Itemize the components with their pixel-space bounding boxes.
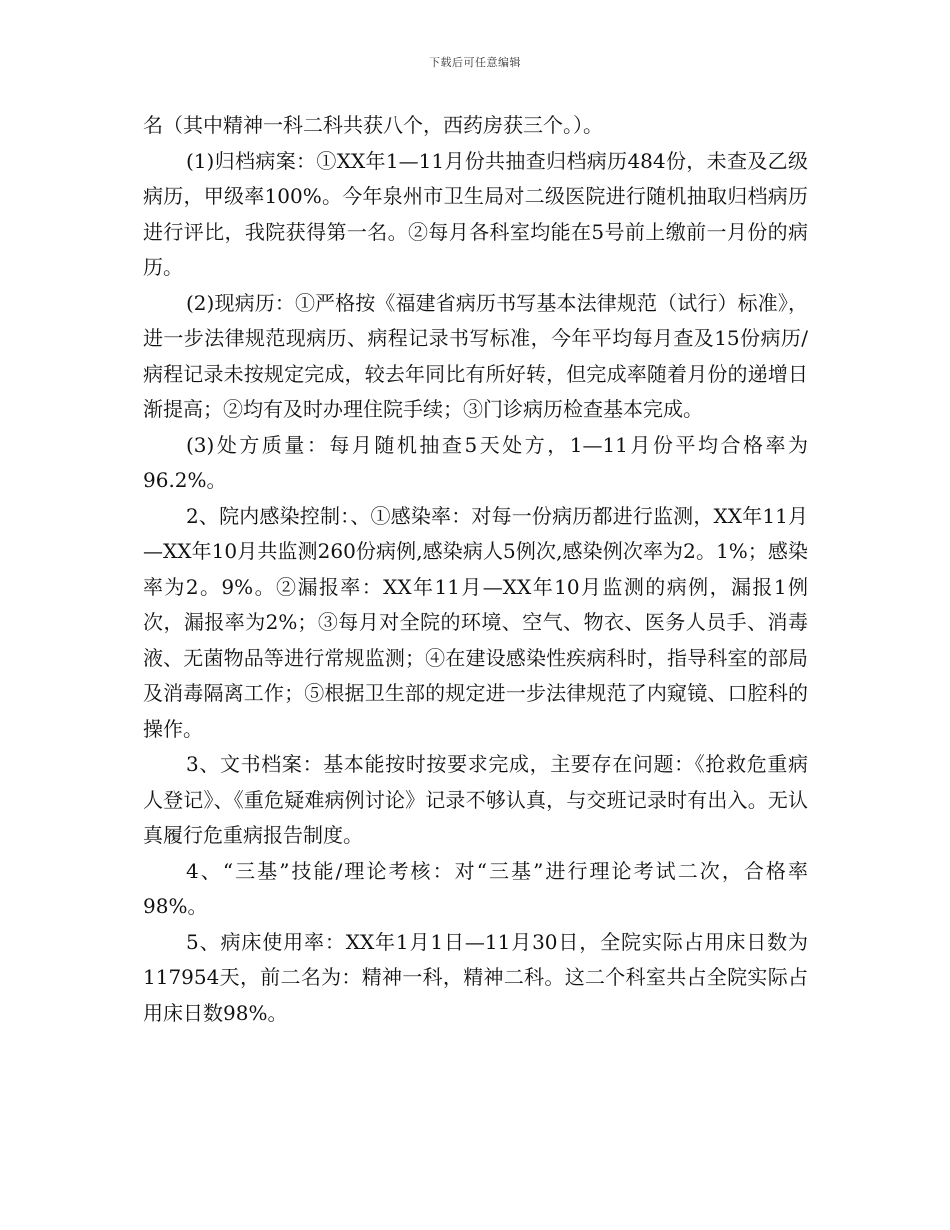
- paragraph-infection-control: 2、院内感染控制：、①感染率：对每一份病历都进行监测，XX年11月—XX年10月共监测260份病例,感染病人5例次,感染例次率为2。1%；感染率为2。9%。②漏报率：XX年11月—XX年10月监测的病例，漏报1例次，漏报率为2%；③每月对全院的环境、空气、物衣、医务人员手、消毒液、无菌物品等进行常规监测；④在建设感染性疾病科时，指导科室的部局及消毒隔离工作；⑤根据卫生部的规定进一步法律规范了内窥镜、口腔科的操作。: [143, 503, 808, 741]
- document-body: [143, 108, 808, 1031]
- paragraph-bed-usage: 5、病床使用率：XX年1月1日—11月30日，全院实际占用床日数为117954天，前二名为：精神一科，精神二科。这二个科室共占全院实际占用床日数98%。: [143, 929, 808, 1025]
- paragraph-document-archives: 3、文书档案：基本能按时按要求完成，主要存在问题：《抢救危重病人登记》、《重危疑难病例讨论》记录不够认真，与交班记录时有出入。无认真履行危重病报告制度。: [143, 752, 808, 847]
- page-header: 下载后可任意编辑: [429, 56, 521, 69]
- paragraph-archived-records: (1)归档病案：①XX年1—11月份共抽查归档病历484份，未查及乙级病历，甲级率100%。今年泉州市卫生局对二级医院进行随机抽取归档病历进行评比，我院获得第一名。②每月各科室均能在5号前上缴前一月份的病历。: [143, 148, 808, 279]
- paragraph-skills-assessment: 4、“三基”技能/理论考核：对“三基”进行理论考试二次，合格率98%。: [143, 858, 808, 918]
- paragraph-current-records: (2)现病历：①严格按《福建省病历书写基本法律规范（试行）标准》，进一步法律规范现病历、病程记录书写标准，今年平均每月查及15份病历/病程记录未按规定完成，较去年同比有所好转，但完成率随着月份的递增日渐提高；②均有及时办理住院手续；③门诊病历检查基本完成。: [143, 290, 808, 421]
- paragraph-continuation: 名（其中精神一科二科共获八个，西药房获三个。）。: [143, 113, 603, 137]
- paragraph-prescription-quality: (3)处方质量：每月随机抽查5天处方，1—11月份平均合格率为96.2%。: [143, 432, 808, 492]
